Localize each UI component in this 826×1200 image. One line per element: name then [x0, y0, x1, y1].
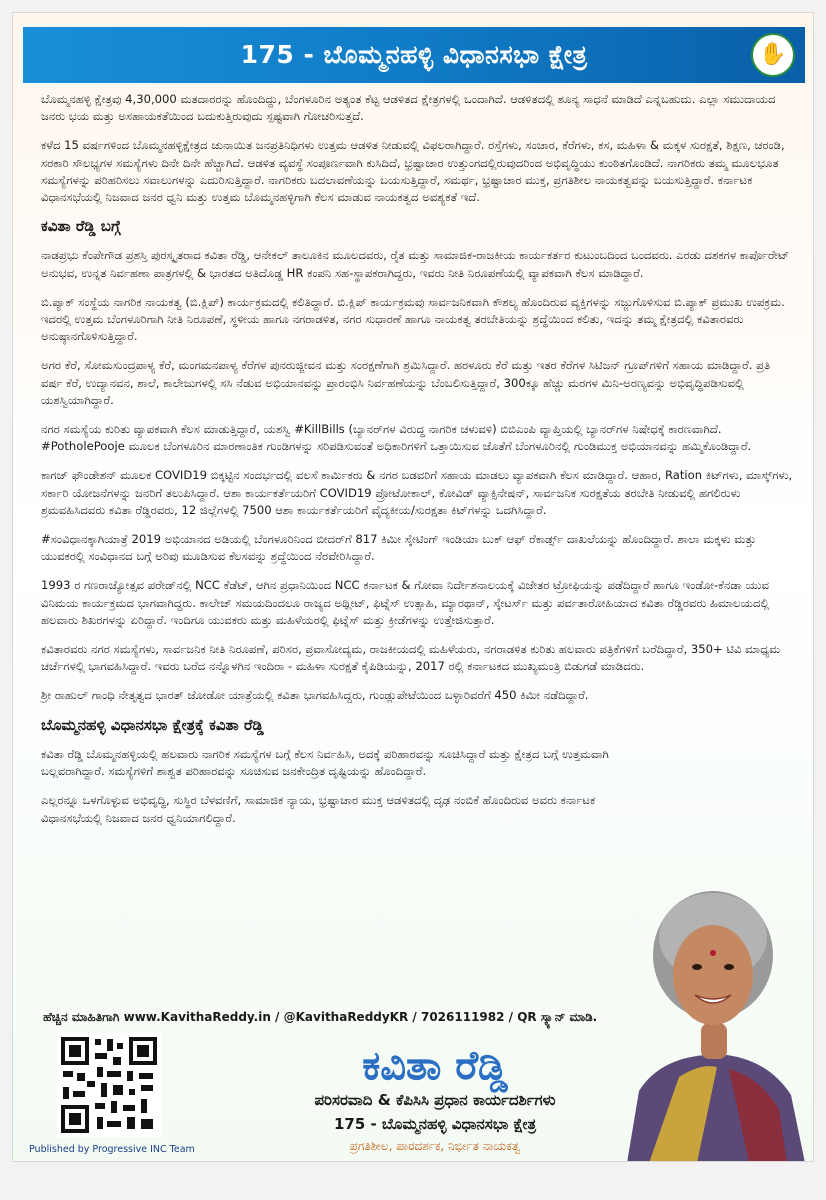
candidate-designation: ಪರಿಸರವಾದಿ & ಕೆಪಿಸಿಸಿ ಪ್ರಧಾನ ಕಾರ್ಯದರ್ಶಿಗಳು [314, 1091, 556, 1109]
contact-line[interactable]: ಹೆಚ್ಚಿನ ಮಾಹಿತಿಗಾಗಿ www.KavithaReddy.in / @KavithaReddyKR / 7026111982 / QR ಸ್ಕ್ಯಾನ್ ಮಾಡಿ. [43, 1010, 598, 1024]
candidate-name: ಕವಿತಾ ರೆಡ್ಡಿ [362, 1043, 508, 1089]
about-paragraph-1: ನಾಡಪ್ರಭು ಕೆಂಪೇಗೌಡ ಪ್ರಶಸ್ತಿ ಪುರಸ್ಕೃತರಾದ ಕವಿತಾ ರೆಡ್ಡಿ, ಆನೇಕಲ್ ತಾಲೂಕಿನ ಮೂಲದವರು, ರೈತ ಮತ್ತು ಸಾಮಾಜಿಕ-ರಾಜಕೀಯ ಕಾರ್ಯಕರ್ತರ ಕುಟುಂಬದಿಂದ ಬಂದವರು. ಎರಡು ದಶಕಗಳ ಕಾರ್ಪೊರೇಟ್ ಅನುಭವ, ಉನ್ನತ ನಿರ್ವಹಣಾ ಪಾತ್ರಗಳಲ್ಲಿ & ಭಾರತದ ಅತಿದೊಡ್ಡ HR ಕಂಪನಿ ಸಹ-ಸ್ಥಾಪಕರಾಗಿದ್ದರು, ಇವರು ನೀತಿ ನಿರೂಪಣೆಯಲ್ಲಿ ವ್ಯಾಪಕವಾಗಿ ಕೆಲಸ ಮಾಡಿದ್ದಾರೆ. [41, 248, 790, 280]
intro-paragraph-1: ಬೊಮ್ಮನಹಳ್ಳಿ ಕ್ಷೇತ್ರವು 4,30,000 ಮತದಾರರನ್ನು ಹೊಂದಿದ್ದು, ಬೆಂಗಳೂರಿನ ಅತ್ಯಂತ ಕೆಟ್ಟ ಆಡಳಿತದ ಕ್ಷೇತ್ರಗಳಲ್ಲಿ ಒಂದಾಗಿದೆ. ಆಡಳಿತದಲ್ಲಿ ಶೂನ್ಯ ಸಾಧನೆ ಮಾಡಿದೆ ಎನ್ನಬಹುದು. ಎಲ್ಲಾ ಸಮುದಾಯದ ಜನರು ಭಯ ಮತ್ತು ಅಸಹಾಯಕತೆಯಿಂದ ಬದುಕುತ್ತಿರುವುದು ಸ್ಪಷ್ಟವಾಗಿ ಗೋಚರಿಸುತ್ತದೆ. [41, 92, 776, 124]
about-paragraph-2: ಬಿ.ಪ್ಯಾಕ್ ಸಂಸ್ಥೆಯ ನಾಗರಿಕ ನಾಯಕತ್ವ (ಬಿ.ಕ್ಲಿಪ್) ಕಾರ್ಯಕ್ರಮದಲ್ಲಿ ಕಲಿತಿದ್ದಾರೆ. ಬಿ.ಕ್ಲಿಪ್ ಕಾರ್ಯಕ್ರಮವು ಸಾರ್ವಜನಿಕವಾಗಿ ಕೌಶಲ್ಯ ಹೊಂದಿರುವ ವ್ಯಕ್ತಿಗಳನ್ನು ಸಜ್ಜುಗೊಳಿಸುವ ಬಿ.ಪ್ಯಾಕ್ ಪ್ರಮುಖ ಉಪಕ್ರಮ. ಇದರಲ್ಲಿ ಉತ್ತಮ ಬೆಂಗಳೂರಿಗಾಗಿ ನೀತಿ ನಿರೂಪಣೆ, ಸ್ಥಳೀಯ ಹಾಗೂ ನಗರಾಡಳಿತ, ನಗರ ಸುಧಾರಣೆ ಹಾಗೂ ನಾಯಕತ್ವ ತರಬೇತಿಯನ್ನು ಶ್ರದ್ಧೆಯಿಂದ ಕಲಿತು, ಇದನ್ನು ತಮ್ಮ ಕ್ಷೇತ್ರದಲ್ಲಿ ಕವಿತಾರವರು ಅನುಷ್ಠಾನಗೊಳಿಸುತ್ತಿದ್ದಾರೆ. [41, 294, 785, 344]
heading-about: ಕವಿತಾ ರೆಡ್ಡಿ ಬಗ್ಗೆ [41, 217, 121, 236]
hand-icon: ✋ [759, 42, 787, 67]
about-paragraph-6: #ಸಂವಿಧಾನಕ್ಕಾಗಿಯಾತ್ರೆ 2019 ಅಭಿಯಾನದ ಅಡಿಯಲ್ಲಿ ಬೆಂಗಳೂರಿನಿಂದ ಬೀದರ್‌ಗೆ 817 ಕಿಮೀ ಸ್ಕೇಟಿಂಗ್ ಇಂಡಿಯಾ ಬುಕ್ ಆಫ್ ರೆಕಾರ್ಡ್ಸ್ ದಾಖಲೆಯನ್ನು ಹೊಂದಿದ್ದಾರೆ. ಶಾಲಾ ಮಕ್ಕಳು ಮತ್ತು ಯುವಕರಲ್ಲಿ ಸಂವಿಧಾನದ ಬಗ್ಗೆ ಅರಿವು ಮೂಡಿಸುವ ಕೆಲಸವನ್ನು ಶ್ರದ್ಧೆಯಿಂದ ನೆರವೇರಿಸಿದ್ದಾರೆ. [41, 532, 757, 564]
about-paragraph-5: ಕಾಗಜ್ ಫೌಂಡೇಶನ್ ಮೂಲಕ COVID19 ಬಿಕ್ಕಟ್ಟಿನ ಸಂದರ್ಭದಲ್ಲಿ ವಲಸೆ ಕಾರ್ಮಿಕರು & ನಗರ ಬಡವರಿಗೆ ಸಹಾಯ ಮಾಡಲು ವ್ಯಾಪಕವಾಗಿ ಕೆಲಸ ಮಾಡಿದ್ದಾರೆ. ಆಹಾರ, Ration ಕಿಟ್‌ಗಳು, ಮಾಸ್ಕ್‌ಗಳು, ಸರ್ಕಾರಿ ಯೋಜನೆಗಳನ್ನು ಜನರಿಗೆ ತಲುಪಿಸಿದ್ದಾರೆ. ಆಶಾ ಕಾರ್ಯಕರ್ತೆಯರಿಗೆ COVID19 ಪ್ರೋಟೋಕಾಲ್, ಕೋವಿಡ್ ವ್ಯಾಕ್ಸಿನೇಷನ್, ಸಾರ್ವಜನಿಕ ಸುರಕ್ಷತೆಯ ತರಬೇತಿ ನೀಡುವಲ್ಲಿ ಹಗಲಿರುಳು ಶ್ರಮವಹಿಸಿದವರು ಕವಿತಾ ರೆಡ್ಡಿರವರು, 12 ಜಿಲ್ಲೆಗಳಲ್ಲಿ 7500 ಆಶಾ ಕಾರ್ಯಕರ್ತೆಯರಿಗೆ ವೈದ್ಯಕೀಯ/ಸುರಕ್ಷತಾ ಕಿಟ್‌ಗಳನ್ನು ಒದಗಿಸಿದ್ದಾರೆ. [41, 468, 793, 517]
heading-constituency: ಬೊಮ್ಮನಹಳ್ಳಿ ವಿಧಾನಸಭಾ ಕ್ಷೇತ್ರಕ್ಕೆ ಕವಿತಾ ರೆಡ್ಡಿ [41, 715, 264, 734]
candidate-constituency: 175 - ಬೊಮ್ಮನಹಳ್ಳಿ ವಿಧಾನಸಭಾ ಕ್ಷೇತ್ರ [333, 1115, 537, 1133]
article-body [41, 91, 793, 839]
published-by: Published by Progressive INC Team [29, 1144, 195, 1155]
qr-code-graphic [57, 1033, 161, 1137]
about-paragraph-3: ಅಗರ ಕೆರೆ, ಸೋಮಸುಂದ್ರಪಾಳ್ಯ ಕೆರೆ, ಮಂಗಮನಪಾಳ್ಯ ಕೆರೆಗಳ ಪುನರುಜ್ಜೀವನ ಮತ್ತು ಸಂರಕ್ಷಣೆಗಾಗಿ ಶ್ರಮಿಸಿದ್ದಾರೆ. ಹರಳೂರು ಕೆರೆ ಮತ್ತು ಇತರ ಕೆರೆಗಳ ಸಿಟಿಜನ್ ಗ್ರೂಪ್‌ಗಳಿಗೆ ಸಹಾಯ ಮಾಡಿದ್ದಾರೆ. ಪ್ರತಿ ವರ್ಷ ಕೆರೆ, ಉದ್ಯಾನವನ, ಶಾಲೆ, ಕಾಲೇಜುಗಳಲ್ಲಿ ಸಸಿ ನೆಡುವ ಅಭಿಯಾನವನ್ನು ಪ್ರಾರಂಭಿಸಿ ನಿರ್ವಹಣೆಯನ್ನು ಬೆಂಬಲಿಸುತ್ತಿದ್ದಾರೆ, 300ಕ್ಕೂ ಹೆಚ್ಚು ಮರಗಳ ಮಿನಿ-ಅರಣ್ಯವನ್ನು ಅಭಿವೃದ್ಧಿಪಡಿಸುವಲ್ಲಿ ಯಶಸ್ವಿಯಾಗಿದ್ದಾರೆ. [41, 358, 771, 407]
banner-title: 175 - ಬೊಮ್ಮನಹಳ್ಳಿ ವಿಧಾನಸಭಾ ಕ್ಷೇತ್ರ [240, 40, 588, 69]
congress-hand-logo-icon [751, 33, 795, 77]
about-paragraph-4: ನಗರ ಸಮಸ್ಯೆಯ ಕುರಿತು ವ್ಯಾಪಕವಾಗಿ ಕೆಲಸ ಮಾಡುತ್ತಿದ್ದಾರೆ, ಯಶಸ್ವಿ #KillBills (ಬ್ಯಾನರ್‌ಗಳ ವಿರುದ್ಧ ನಾಗರಿಕ ಚಳುವಳಿ) ಬಿಬಿಎಂಪಿ ವ್ಯಾಪ್ತಿಯಲ್ಲಿ ಬ್ಯಾನರ್‌ಗಳ ನಿಷೇಧಕ್ಕೆ ಕಾರಣವಾಗಿದೆ. #PotholePooje ಮೂಲಕ ಬೆಂಗಳೂರಿನ ಮಾರಣಾಂತಿಕ ಗುಂಡಿಗಳನ್ನು ಸರಿಪಡಿಸುವಂತೆ ಅಧಿಕಾರಿಗಳಿಗೆ ಒತ್ತಾಯಿಸುವ ಜೊತೆಗೆ ಬೆಂಗಳೂರಿನಲ್ಲಿ ಗುಂಡಿಮುಕ್ತ ಅಭಿಯಾನವನ್ನು ಹಮ್ಮಿಕೊಂಡಿದ್ದಾರೆ. [41, 422, 752, 454]
intro-paragraph-2: ಕಳೆದ 15 ವರ್ಷಗಳಿಂದ ಬೊಮ್ಮನಹಳ್ಳಿಕ್ಷೇತ್ರದ ಚುನಾಯಿತ ಜನಪ್ರತಿನಿಧಿಗಳು ಉತ್ತಮ ಆಡಳಿತ ನೀಡುವಲ್ಲಿ ವಿಫಲರಾಗಿದ್ದಾರೆ. ರಸ್ತೆಗಳು, ಸಂಚಾರ, ಕೆರೆಗಳು, ಕಸ, ಮಹಿಳಾ & ಮಕ್ಕಳ ಸುರಕ್ಷತೆ, ಶಿಕ್ಷಣ, ಚರಂಡಿ, ಸರಕಾರಿ ಸೌಲಭ್ಯಗಳ ಸಮಸ್ಯೆಗಳು ದಿನೇ ದಿನೇ ಹೆಚ್ಚಾಗಿದೆ. ಆಡಳಿತ ವ್ಯವಸ್ಥೆ ಸಂಪೂರ್ಣವಾಗಿ ಕುಸಿದಿದೆ, ಭ್ರಷ್ಟಾಚಾರ ಉತ್ತುಂಗದಲ್ಲಿರುವುದರಿಂದ ಅಭಿವೃದ್ಧಿಯು ಕುಂಠಿತಗೊಂಡಿದೆ. ನಾಗರಿಕರು ತಮ್ಮ ಮೂಲಭೂತ ಸಮಸ್ಯೆಗಳನ್ನು ಪರಿಹರಿಸಲು ಸವಾಲುಗಳನ್ನು ಎದುರಿಸುತ್ತಿದ್ದಾರೆ. ನಾಗರಿಕರು ಬದಲಾವಣೆಯನ್ನು ಬಯಸುತ್ತಿದ್ದಾರೆ, ಸಮರ್ಥ, ಭ್ರಷ್ಟಾಚಾರ ಮುಕ್ತ, ಪ್ರಗತಿಶೀಲ ನಾಯಕತ್ವವನ್ನು ಬಯಸುತ್ತಿದ್ದಾರೆ. ಕರ್ನಾಟಕ ವಿಧಾನಸಭೆಯಲ್ಲಿ ನಿಜವಾದ ಜನರ ಧ್ವನಿ ಮತ್ತು ಉತ್ತಮ ಬೊಮ್ಮನಹಳ್ಳಿಗಾಗಿ ಕೆಲಸ ಮಾಡುವ ನಾಯಕತ್ವದ ಅವಶ್ಯಕತೆ ಇದೆ. [41, 138, 785, 205]
constituency-paragraph-2: ಎಲ್ಲರನ್ನೂ ಒಳಗೊಳ್ಳುವ ಅಭಿವೃದ್ಧಿ, ಸುಸ್ಥಿರ ಬೆಳವಣಿಗೆ, ಸಾಮಾಜಿಕ ನ್ಯಾಯ, ಭ್ರಷ್ಟಾಚಾರ ಮುಕ್ತ ಆಡಳಿತದಲ್ಲಿ ದೃಢ ನಂಬಿಕೆ ಹೊಂದಿರುವ ಅವರು ಕರ್ನಾಟಕ ವಿಧಾನಸಭೆಯಲ್ಲಿ ನಿಜವಾದ ಜನರ ಧ್ವನಿಯಾಗಲಿದ್ದಾರೆ. [41, 793, 596, 825]
qr-code-icon[interactable] [57, 1033, 161, 1137]
poster [12, 12, 814, 1162]
portrait-illustration [609, 863, 814, 1162]
candidate-portrait [609, 863, 814, 1162]
title-banner [23, 27, 805, 83]
about-paragraph-9: ಶ್ರೀ ರಾಹುಲ್ ಗಾಂಧಿ ನೇತೃತ್ವದ ಭಾರತ್ ಜೋಡೋ ಯಾತ್ರೆಯಲ್ಲಿ ಕವಿತಾ ಭಾಗವಹಿಸಿದ್ದರು, ಗುಂಡ್ಲುಪೇಟೆಯಿಂದ ಬಳ್ಳಾರಿವರೆಗೆ 450 ಕಿಮೀ ನಡೆದಿದ್ದಾರೆ. [41, 688, 589, 703]
about-paragraph-8: ಕವಿತಾರವರು ನಗರ ಸಮಸ್ಯೆಗಳು, ಸಾರ್ವಜನಿಕ ನೀತಿ ನಿರೂಪಣೆ, ಪರಿಸರ, ಪ್ರವಾಸೋದ್ಯಮ, ರಾಜಕೀಯದಲ್ಲಿ ಮಹಿಳೆಯರು, ನಗರಾಡಳಿತ ಕುರಿತು ಹಲವಾರು ಪತ್ರಿಕೆಗಳಿಗೆ ಬರೆದಿದ್ದಾರೆ, 350+ ಟಿವಿ ಮಾಧ್ಯಮ ಚರ್ಚೆಗಳಲ್ಲಿ ಭಾಗವಹಿಸಿದ್ದಾರೆ. ಇವರು ಬರೆದ ನನ್ನೊಳಗಿನ ಇಂದಿರಾ - ಮಹಿಳಾ ಸುರಕ್ಷತೆ ಕೈಪಿಡಿಯನ್ನು, 2017 ರಲ್ಲಿ ಕರ್ನಾಟಕದ ಮುಖ್ಯಮಂತ್ರಿ ಬಿಡುಗಡೆ ಮಾಡಿದರು. [41, 642, 781, 674]
about-paragraph-7: 1993 ರ ಗಣರಾಜ್ಯೋತ್ಸವ ಪರೇಡ್‌ನಲ್ಲಿ NCC ಕೆಡೆಟ್, ಆಗಿನ ಪ್ರಧಾನಿಯಿಂದ NCC ಕರ್ನಾಟಕ & ಗೋವಾ ನಿರ್ದೇಶನಾಲಯಕ್ಕೆ ವಿಜೇತರ ಟ್ರೋಫಿಯನ್ನು ಪಡೆದಿದ್ದಾರೆ ಹಾಗೂ ಇಂಡೋ-ಕೆನಡಾ ಯುವ ವಿನಿಮಯ ಕಾರ್ಯಕ್ರಮದ ಭಾಗವಾಗಿದ್ದರು. ಕಾಲೇಜ್ ಸಮಯದಿಂದಲೂ ರಾಜ್ಯದ ಅಥ್ಲೀಟ್, ಫಿಟ್ನೆಸ್ ಉತ್ಸಾಹಿ, ಮ್ಯಾರಥಾನ್, ಸ್ಕೇಟರ್ಸ್ ಮತ್ತು ಪರ್ವತಾರೋಹಿಯಾದ ಕವಿತಾ ರೆಡ್ಡಿರವರು ಹಿಮಾಲಯದಲ್ಲಿ ಹಲವಾರು ಶಿಖರಗಳನ್ನು ಏರಿದ್ದಾರೆ. ಇಂದಿಗೂ ಯುವಕರು ಮತ್ತು ಮಹಿಳೆಯರಲ್ಲಿ ಫಿಟ್ನೆಸ್ ಮತ್ತು ಕ್ರೀಡೆಗಳನ್ನು ಉತ್ತೇಜಿಸುತ್ತಾರೆ. [41, 578, 770, 627]
constituency-paragraph-1: ಕವಿತಾ ರೆಡ್ಡಿ ಬೊಮ್ಮನಹಳ್ಳಿಯಲ್ಲಿ ಹಲವಾರು ನಾಗರಿಕ ಸಮಸ್ಯೆಗಳ ಬಗ್ಗೆ ಕೆಲಸ ನಿರ್ವಹಿಸಿ, ಅದಕ್ಕೆ ಪರಿಹಾರವನ್ನು ಸೂಚಿಸಿದ್ದಾರೆ ಮತ್ತು ಕ್ಷೇತ್ರದ ಬಗ್ಗೆ ಉತ್ತಮವಾಗಿ ಬಲ್ಲವರಾಗಿದ್ದಾರೆ. ಸಮಸ್ಯೆಗಳಿಗೆ ಶಾಶ್ವತ ಪರಿಹಾರವನ್ನು ಸೂಚಿಸುವ ಜನಕೇಂದ್ರಿತ ದೃಷ್ಟಿಯನ್ನು ಹೊಂದಿದ್ದಾರೆ. [41, 746, 609, 779]
candidate-tagline: ಪ್ರಗತಿಶೀಲ, ಪಾರದರ್ಶಕ, ನಿರ್ಭೀತ ನಾಯಕತ್ವ [349, 1139, 521, 1153]
